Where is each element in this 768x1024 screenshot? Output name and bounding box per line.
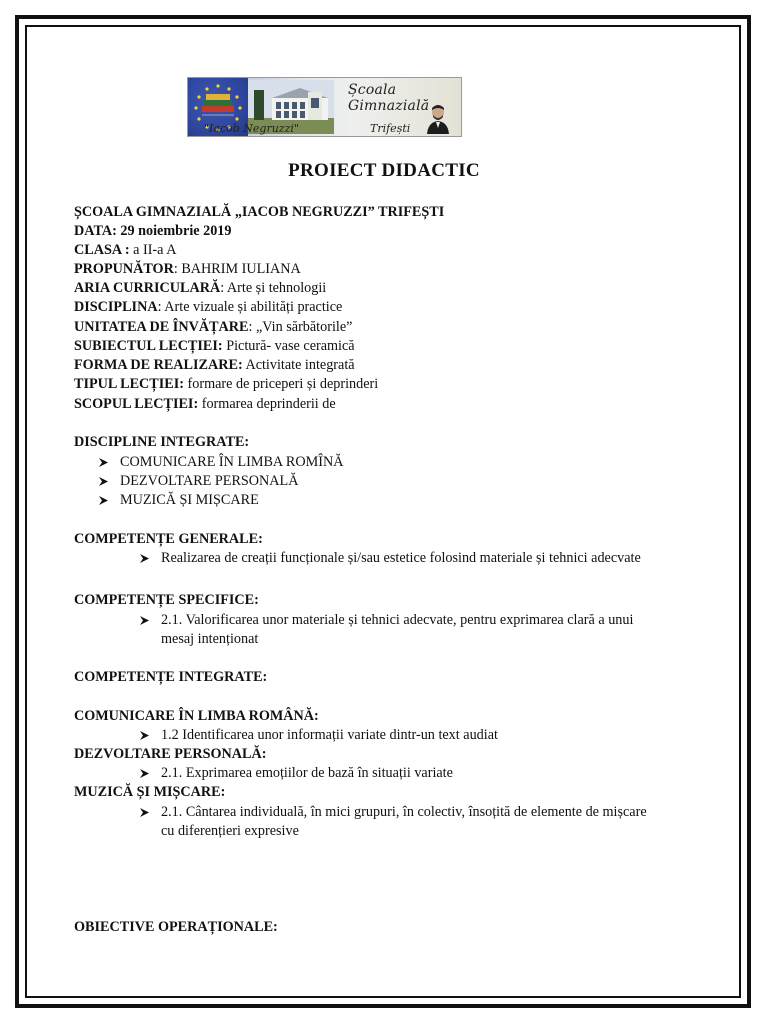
school-line: ȘCOALA GIMNAZIALĂ „IACOB NEGRUZZI” TRIFEȘTI <box>74 204 445 220</box>
arrow-bullet-icon <box>139 615 150 626</box>
list-item: 2.1. Valorificarea unor materiale și tehnici adecvate, pentru exprimarea clară a unui <box>161 612 634 628</box>
curricular-area-line: ARIA CURRICULARĂ: Arte și tehnologii <box>74 280 327 296</box>
specific-competences-heading: COMPETENȚE SPECIFICE: <box>74 592 259 608</box>
arrow-bullet-icon <box>139 768 150 779</box>
arrow-bullet-icon <box>98 457 109 468</box>
books-icon <box>200 92 236 120</box>
list-item: MUZICĂ ȘI MIȘCARE <box>120 492 259 508</box>
lesson-type-line: TIPUL LECȚIEI: formare de priceperi și deprinderi <box>74 376 379 392</box>
list-item: DEZVOLTARE PERSONALĂ <box>120 473 299 489</box>
integrated-disciplines-heading: DISCIPLINE INTEGRATE: <box>74 434 250 450</box>
operational-objectives-heading: OBIECTIVE OPERAȚIONALE: <box>74 919 278 935</box>
lesson-subject-line: SUBIECTUL LECȚIEI: Pictură- vase ceramică <box>74 338 355 354</box>
romanian-communication-heading: COMUNICARE ÎN LIMBA ROMÂNĂ: <box>74 708 319 724</box>
school-logo <box>187 77 462 137</box>
discipline-line: DISCIPLINA: Arte vizuale și abilități practice <box>74 299 343 315</box>
arrow-bullet-icon <box>139 807 150 818</box>
music-movement-heading: MUZICĂ ȘI MIȘCARE: <box>74 784 226 800</box>
document-title: PROIECT DIDACTIC <box>288 160 480 181</box>
arrow-bullet-icon <box>139 553 150 564</box>
general-competences-heading: COMPETENȚE GENERALE: <box>74 531 263 547</box>
list-item-continuation: mesaj intenționat <box>161 631 259 647</box>
list-item: 2.1. Cântarea individuală, în mici grupuri, în colectiv, însoțită de elemente de mișcare <box>161 804 647 820</box>
date-line: DATA: 29 noiembrie 2019 <box>74 223 232 239</box>
author-line: PROPUNĂTOR: BAHRIM IULIANA <box>74 261 301 277</box>
logo-place-text: Trifești <box>370 122 411 135</box>
arrow-bullet-icon <box>98 476 109 487</box>
portrait-icon <box>424 102 452 134</box>
arrow-bullet-icon <box>139 730 150 741</box>
lesson-purpose-line: SCOPUL LECȚIEI: formarea deprinderii de <box>74 396 336 412</box>
logo-school-text: Școala Gimnazială <box>348 82 430 114</box>
list-item-continuation: cu diferențieri expresive <box>161 823 299 839</box>
learning-unit-line: UNITATEA DE ÎNVĂȚARE: „Vin sărbătorile” <box>74 319 353 335</box>
list-item: COMUNICARE ÎN LIMBA ROMÎNĂ <box>120 454 344 470</box>
logo-name-text: "Iacob Negruzzi" <box>204 122 299 135</box>
arrow-bullet-icon <box>98 495 109 506</box>
form-line: FORMA DE REALIZARE: Activitate integrată <box>74 357 355 373</box>
list-item: 2.1. Exprimarea emoțiilor de bază în situații variate <box>161 765 453 781</box>
list-item: Realizarea de creații funcționale și/sau estetice folosind materiale și tehnici adecvate <box>161 550 641 566</box>
class-line: CLASA : a II-a A <box>74 242 177 258</box>
list-item: 1.2 Identificarea unor informații variate dintr-un text audiat <box>161 727 498 743</box>
personal-development-heading: DEZVOLTARE PERSONALĂ: <box>74 746 267 762</box>
integrated-competences-heading: COMPETENȚE INTEGRATE: <box>74 669 268 685</box>
